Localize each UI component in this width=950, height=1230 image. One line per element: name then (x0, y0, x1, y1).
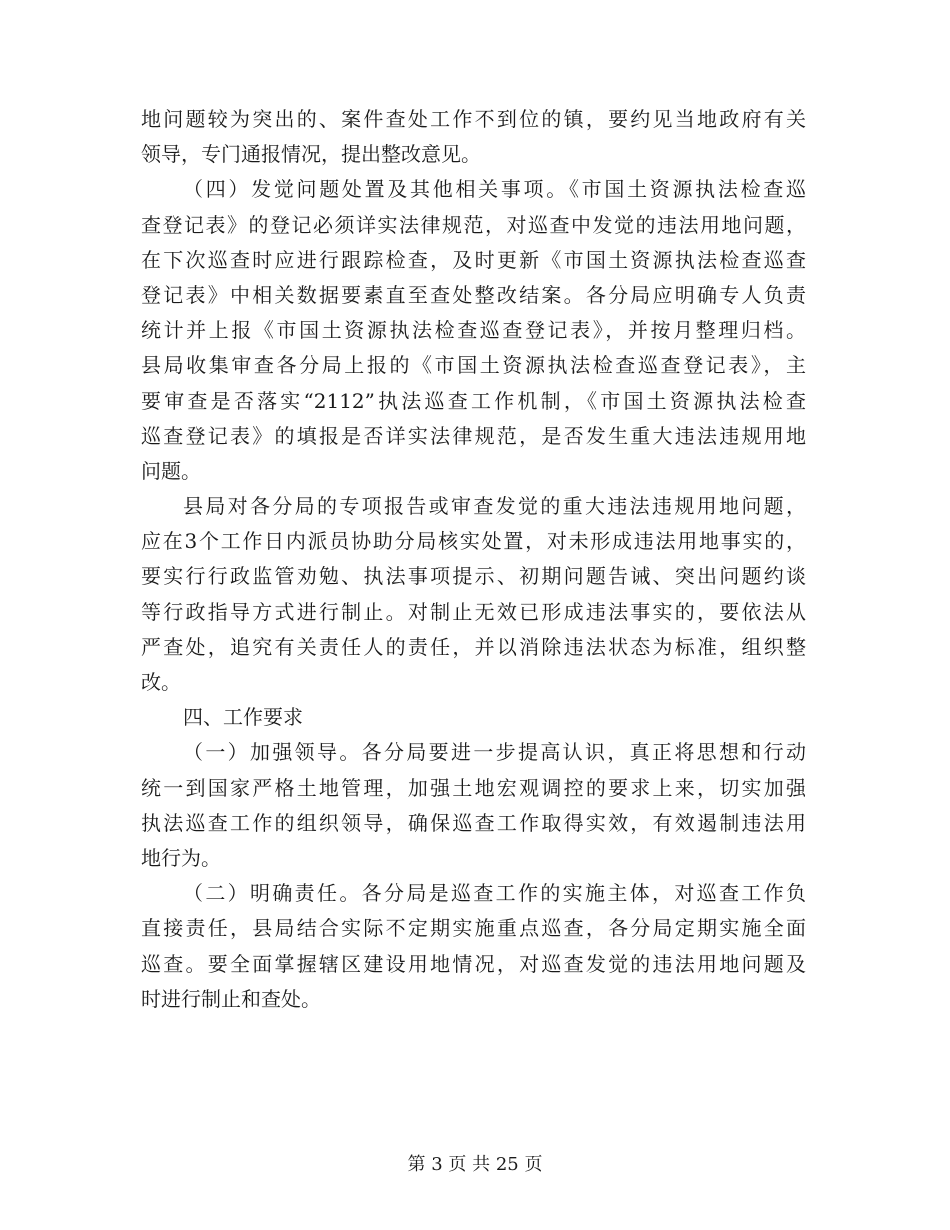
text-line: 要审查是否落实“2112”执法巡查工作机制，《市国土资源执法检查 (141, 388, 806, 413)
text-line: 统一到国家严格土地管理，加强土地宏观调控的要求上来，切实加强 (141, 775, 806, 800)
text-line: 问题。 (141, 458, 201, 483)
text-line: 在下次巡查时应进行跟踪检查，及时更新《市国土资源执法检查巡查 (141, 247, 806, 272)
text-line: 地行为。 (141, 845, 221, 870)
body-text (141, 102, 806, 1017)
text-line: 统计并上报《市国土资源执法检查巡查登记表》，并按月整理归档。 (141, 318, 806, 343)
text-line: 应在3个工作日内派员协助分局核实处置，对未形成违法用地事实的， (141, 529, 806, 554)
text-line: 县局对各分局的专项报告或审查发觉的重大违法违规用地问题， (183, 494, 806, 519)
text-line: 领导，专门通报情况，提出整改意见。 (141, 142, 481, 167)
text-line: （二）明确责任。各分局是巡查工作的实施主体，对巡查工作负 (183, 881, 806, 906)
text-line: 执法巡查工作的组织领导，确保巡查工作取得实效，有效遏制违法用 (141, 810, 806, 835)
text-line: 查登记表》的登记必须详实法律规范，对巡查中发觉的违法用地问题， (141, 212, 806, 237)
text-line: 改。 (141, 670, 181, 694)
text-line: 县局收集审查各分局上报的《市国土资源执法检查巡查登记表》，主 (141, 353, 806, 378)
text-line: 等行政指导方式进行制止。对制止无效已形成违法事实的，要依法从 (141, 599, 806, 624)
text-line: 时进行制止和查处。 (141, 986, 321, 1011)
text-line: 严查处，追究有关责任人的责任，并以消除违法状态为标准，组织整 (141, 634, 806, 659)
text-line: 四、工作要求 (183, 705, 303, 730)
text-line: 地问题较为突出的、案件查处工作不到位的镇，要约见当地政府有关 (141, 107, 806, 131)
text-line: 要实行行政监管劝勉、执法事项提示、初期问题告诫、突出问题约谈 (141, 564, 806, 589)
text-line: （一）加强领导。各分局要进一步提高认识，真正将思想和行动 (183, 740, 806, 765)
page-footer: 第 3 页 共 25 页 (407, 1154, 543, 1175)
text-line: 登记表》中相关数据要素直至查处整改结案。各分局应明确专人负责 (141, 282, 806, 307)
text-line: （四）发觉问题处置及其他相关事项。《市国土资源执法检查巡 (183, 177, 806, 202)
text-line: 巡查。要全面掌握辖区建设用地情况，对巡查发觉的违法用地问题及 (141, 951, 806, 976)
text-line: 直接责任，县局结合实际不定期实施重点巡查，各分局定期实施全面 (141, 916, 806, 941)
text-line: 巡查登记表》的填报是否详实法律规范，是否发生重大违法违规用地 (141, 423, 806, 448)
